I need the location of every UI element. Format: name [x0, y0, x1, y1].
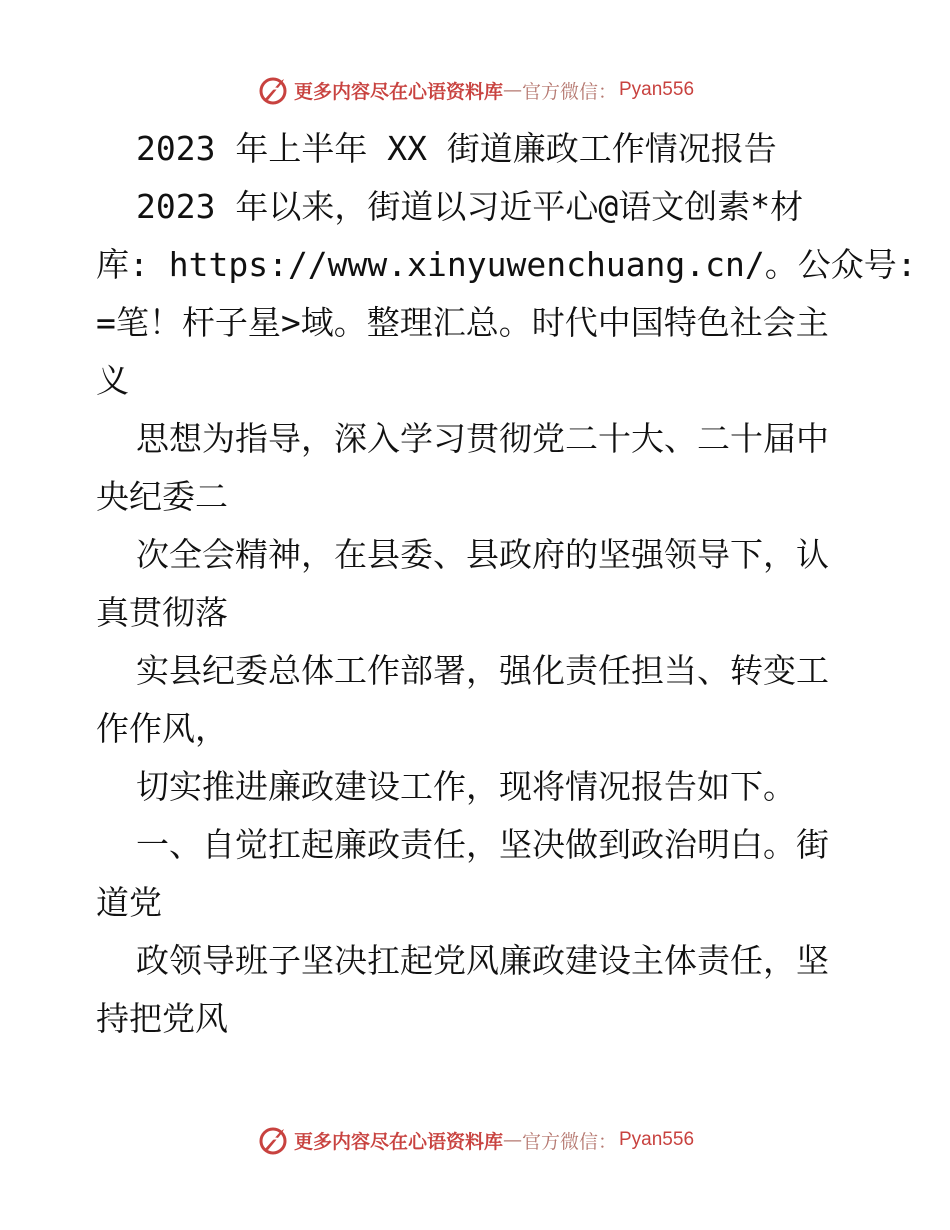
header-banner — [0, 70, 950, 110]
banner-main-text: 更多内容尽在心语资料库 — [293, 80, 503, 103]
paragraph-line: 库: https://www.xinyuwenchuang.cn/。公众号: — [96, 245, 917, 284]
paragraph-line: 思想为指导，深入学习贯彻党二十大、二十届中 — [136, 419, 829, 458]
paragraph-line: 道党 — [96, 883, 162, 922]
banner-wechat-id: Pyan556 — [619, 79, 695, 100]
paragraph-line: 2023 年以来，街道以习近平心@语文创素*材 — [136, 187, 804, 226]
paragraph-line: 次全会精神，在县委、县政府的坚强领导下，认 — [136, 535, 829, 574]
banner-wechat-label: 官方微信： — [521, 80, 617, 103]
banner-wechat-label: 官方微信： — [521, 1130, 617, 1153]
quill-pen-logo-icon — [256, 73, 290, 107]
paragraph-line: 作作风， — [96, 709, 228, 748]
banner-separator: — — [502, 79, 522, 101]
paragraph-line: 真贯彻落 — [96, 593, 228, 632]
paragraph-line: 实县纪委总体工作部署，强化责任担当、转变工 — [136, 651, 829, 690]
banner-main-text: 更多内容尽在心语资料库 — [293, 1130, 503, 1153]
banner-separator: — — [502, 1129, 522, 1151]
banner-wechat-id: Pyan556 — [619, 1129, 695, 1150]
section-heading-line: 一、自觉扛起廉政责任，坚决做到政治明白。街 — [136, 825, 829, 864]
paragraph-line: 政领导班子坚决扛起党风廉政建设主体责任，坚 — [136, 941, 829, 980]
paragraph-line: 义 — [96, 361, 129, 400]
document-title: 2023 年上半年 XX 街道廉政工作情况报告 — [136, 129, 777, 168]
paragraph-line: 持把党风 — [96, 999, 228, 1038]
footer-banner — [0, 1120, 950, 1160]
paragraph-line: 央纪委二 — [96, 477, 228, 516]
quill-pen-logo-icon — [256, 1123, 290, 1157]
paragraph-line: 切实推进廉政建设工作，现将情况报告如下。 — [136, 767, 796, 806]
paragraph-line: =笔！杆子星>域。整理汇总。时代中国特色社会主 — [96, 303, 829, 342]
document-body — [96, 120, 917, 1048]
